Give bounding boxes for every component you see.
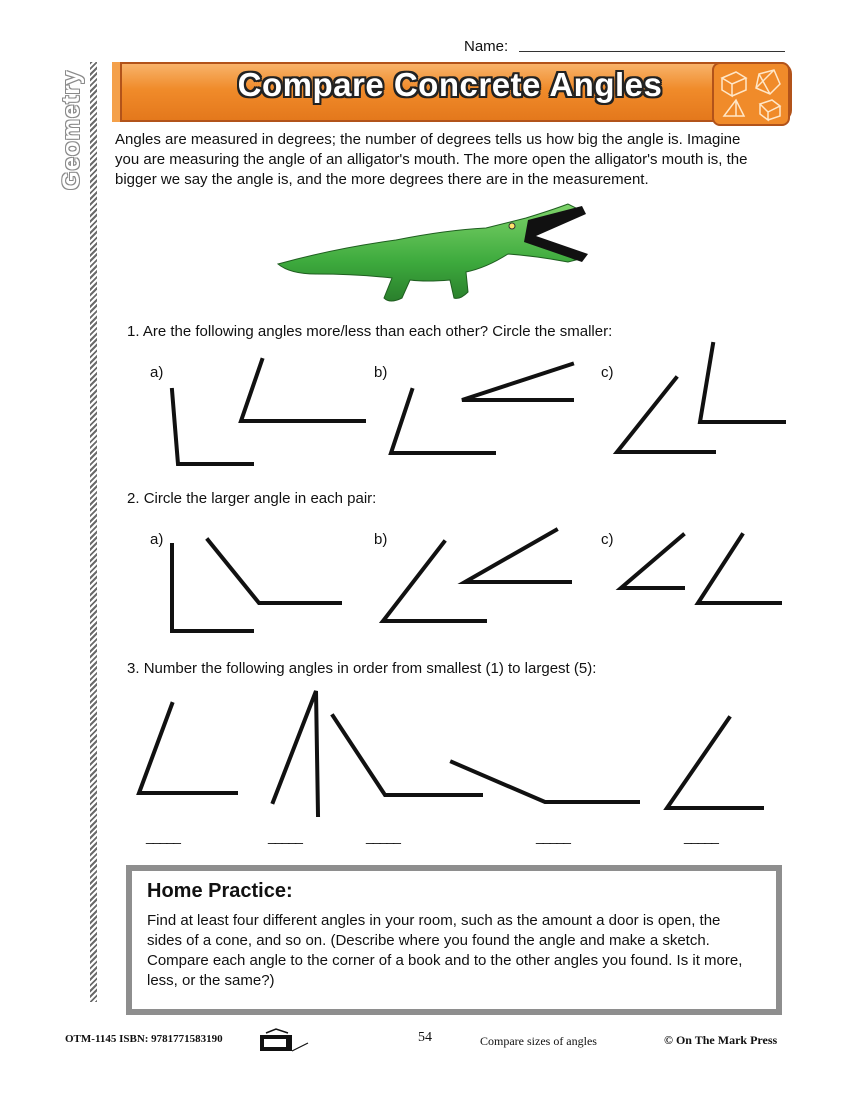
question-2-part-a: a) (150, 531, 164, 548)
order-blank-5[interactable]: _____ (684, 828, 718, 844)
question-1-part-a: a) (150, 364, 164, 381)
q3-angle-2 (273, 691, 318, 815)
question-2-text: Circle the larger angle in each pair: (143, 490, 377, 507)
q3-angle-3 (333, 716, 481, 795)
question-1-text: Are the following angles more/less than each other? Circle the smaller: (142, 323, 613, 340)
question-1-number: 1. (127, 323, 140, 340)
order-blank-1[interactable]: _____ (146, 828, 180, 844)
footer-product-code: OTM-1145 ISBN: 9781771583190 (65, 1033, 223, 1045)
flag-logo-icon (258, 1027, 312, 1053)
q1a-angle-2 (241, 360, 364, 421)
q1a-angle-1 (172, 390, 252, 464)
footer-caption: Compare sizes of angles (480, 1034, 597, 1048)
question-2-part-c: c) (601, 531, 614, 548)
question-1-part-c: c) (601, 364, 614, 381)
side-subject-label: Geometry (58, 69, 85, 190)
q2a-angle-1 (172, 545, 252, 631)
page-title: Compare Concrete Angles (237, 66, 663, 103)
intro-paragraph: Angles are measured in degrees; the number of degrees tells us how big the angle is. Imagine you are measuring the angle of an alligator's mouth. The more open the alligator's mouth is, the bigger we say the angle is, and the more degrees there are in the measurement. (115, 131, 748, 188)
order-blank-3[interactable]: _____ (366, 828, 400, 844)
question-2-number: 2. (127, 490, 140, 507)
home-practice-text: Find at least four different angles in your room, such as the amount a door is open, the sides of a cone, and so on. (Describe where you found the angle and make a sketch. Compare each angle to the corner of a book and to the other angles you found. Is it more, less, or the same?) (147, 912, 743, 989)
question-2-part-b: b) (374, 531, 388, 548)
question-1-part-b: b) (374, 364, 388, 381)
q1c-angle-2 (700, 344, 784, 422)
order-blank-4[interactable]: _____ (536, 828, 570, 844)
footer-publisher: © On The Mark Press (664, 1033, 778, 1047)
q2c-angle-2 (698, 535, 780, 603)
q2b-angle-2 (465, 530, 570, 582)
page-number: 54 (418, 1030, 432, 1045)
q2c-angle-1 (621, 535, 683, 588)
name-label: Name: (464, 38, 509, 55)
q3-angle-1 (139, 704, 236, 793)
home-practice-title: Home Practice: (147, 880, 293, 902)
order-blank-2[interactable]: _____ (268, 828, 302, 844)
question-3-number: 3. (127, 660, 140, 677)
question-3-text: Number the following angles in order from smallest (1) to largest (5): (143, 660, 597, 677)
q2a-angle-2 (208, 540, 340, 603)
q3-angle-5 (667, 718, 762, 808)
q1b-angle-2 (462, 364, 572, 400)
